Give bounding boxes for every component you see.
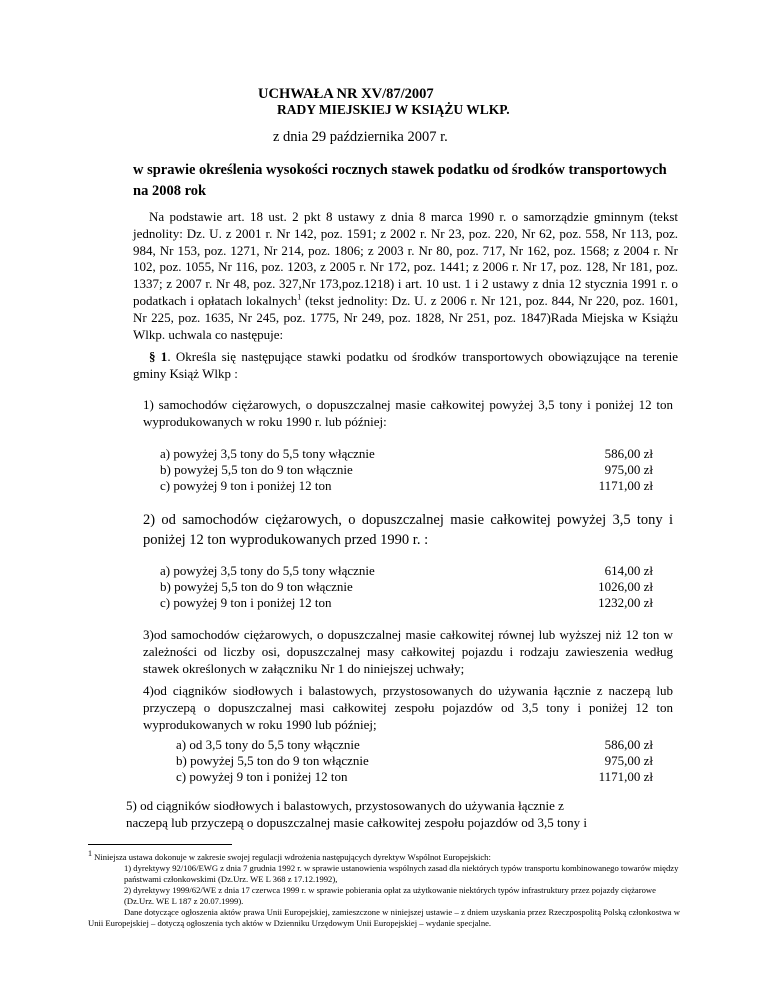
footnote-mark: 1	[88, 849, 92, 859]
item-1-row-b-label: b) powyżej 5,5 ton do 9 ton włącznie	[160, 462, 353, 477]
section-1-label: § 1	[149, 349, 168, 364]
preamble-text-a: Na podstawie art. 18 ust. 2 pkt 8 ustawy z dnia 8 marca 1990 r. o samorządzie gminnym (tekst jednolity: Dz. U. z 2001 r. Nr 142, poz. 1591; z 2002 r. Nr 23, poz. 220, Nr 62, poz. 558, Nr 113, poz. 984, Nr 153, poz. 1271, Nr 214, poz. 1806; z 2003 r. Nr 80, poz. 717, Nr 162, poz. 1568; z 2004 r. Nr 102, poz. 1055, Nr 116, poz. 1203, z 2005 r. Nr 172, poz. 1441; z 2006 r. Nr 17, poz. 128, Nr 181, poz. 1337; z 2007 r. Nr 48, poz. 327,Nr 173,poz.1218) i art. 10 ust. 1 i 2 ustawy z dnia 12 stycznia 1991 r. o podatkach i opłatach lokalnych	[133, 209, 678, 308]
footnote-ref[interactable]: 1	[297, 292, 302, 302]
item-2-row-b-label: b) powyżej 5,5 ton do 9 ton włącznie	[160, 579, 353, 594]
footnote-separator	[88, 844, 232, 845]
item-2-row-c-label: c) powyżej 9 ton i poniżej 12 ton	[160, 595, 332, 610]
footnote-directive-2: 2) dyrektywy 1999/62/WE z dnia 17 czerwca 1999 r. w sprawie pobierania opłat za użytkowanie niektórych typów infrastruktury przez pojazdy ciężarowe (Dz.Urz. WE L 187 z 20.07.1999).	[124, 885, 656, 906]
item-4-row-b-amount: 975,00 zł	[604, 753, 653, 768]
item-4-text: 4)od ciągników siodłowych i balastowych, przystosowanych do używania łącznie z naczepą lub przyczepą o dopuszczalnej masi całkowitej zespołu pojazdów od 3,5 tony i poniżej 12 ton wyprodukowanych w roku 1990 lub później;	[143, 683, 673, 732]
item-4-row-a-amount: 586,00 zł	[604, 737, 653, 752]
resolution-subject: w sprawie określenia wysokości rocznych stawek podatku od środków transportowych na 2008 rok	[133, 162, 667, 199]
item-5-line-1: 5) od ciągników siodłowych i balastowych, przystosowanych do używania łącznie z	[126, 798, 564, 813]
item-1-row-c-amount: 1171,00 zł	[598, 478, 653, 493]
resolution-date: z dnia 29 października 2007 r.	[273, 129, 448, 145]
item-1-row-c-label: c) powyżej 9 ton i poniżej 12 ton	[160, 478, 332, 493]
resolution-title: UCHWAŁA NR XV/87/2007	[258, 86, 434, 102]
preamble	[133, 209, 678, 343]
item-4-row-c-label: c) powyżej 9 ton i poniżej 12 ton	[176, 769, 348, 784]
item-5-line-2: naczepą lub przyczepą o dopuszczalnej masie całkowitej zespołu pojazdów od 3,5 tony i	[126, 815, 587, 830]
item-4-row-b-label: b) powyżej 5,5 ton do 9 ton włącznie	[176, 753, 369, 768]
item-1-row-b-amount: 975,00 zł	[604, 462, 653, 477]
item-2-row-a-amount: 614,00 zł	[604, 563, 653, 578]
footnote-intro-text: Niniejsza ustawa dokonuje w zakresie swojej regulacji wdrożenia następujących dyrektyw Wspólnot Europejskich:	[92, 852, 491, 862]
item-2-text: 2) od samochodów ciężarowych, o dopuszczalnej masie całkowitej powyżej 3,5 tony i poniżej 12 ton wyprodukowanych przed 1990 r. :	[143, 512, 673, 548]
council-name: RADY MIEJSKIEJ W KSIĄŻU WLKP.	[277, 102, 510, 117]
item-1-text: 1) samochodów ciężarowych, o dopuszczalnej masie całkowitej powyżej 3,5 tony i poniżej 12 ton wyprodukowanych w roku 1990 r. lub później:	[143, 397, 673, 429]
footnote-tail: Dane dotyczące ogłoszenia aktów prawa Unii Europejskiej, zamieszczone w niniejszej ustawie – z dniem uzyskania przez Rzeczpospolitą Polską członkostwa w Unii Europejskiej – dotyczą ogłoszenia tych aktów w Dzienniku Urzędowym Unii Europejskiej – wydanie specjalne.	[88, 907, 680, 928]
footnote-intro	[88, 849, 680, 863]
item-2-row-a-label: a) powyżej 3,5 tony do 5,5 tony włącznie	[160, 563, 375, 578]
item-4-row-a-label: a) od 3,5 tony do 5,5 tony włącznie	[176, 737, 360, 752]
item-3-text: 3)od samochodów ciężarowych, o dopuszczalnej masie całkowitej równej lub wyższej niż 12 ton w zależności od liczby osi, dopuszczalnej masy całkowitej pojazdu i rodzaju zawieszenia według stawek określonych w załączniku Nr 1 do niniejszej uchwały;	[143, 627, 673, 676]
footnote-directive-1: 1) dyrektywy 92/106/EWG z dnia 7 grudnia 1992 r. w sprawie ustanowienia wspólnych zasad dla niektórych typów transportu kombinowanego towarów między państwami członkowskimi (Dz.Urz. WE L 368 z 17.12.1992),	[124, 863, 679, 884]
section-1	[133, 349, 678, 383]
item-2-row-c-amount: 1232,00 zł	[598, 595, 653, 610]
item-2-row-b-amount: 1026,00 zł	[598, 579, 653, 594]
preamble-text-b: (tekst jednolity: Dz. U. z 2006 r. Nr 121, poz. 844, Nr 220, poz. 1601, Nr 225, poz. 1635, Nr 245, poz. 1775, Nr 249, poz. 1828, Nr 251, poz. 1847)Rada Miejska w Książu Wlkp. uchwala co następuje:	[133, 292, 678, 342]
item-1-row-a-amount: 586,00 zł	[604, 446, 653, 461]
item-1-row-a-label: a) powyżej 3,5 tony do 5,5 tony włącznie	[160, 446, 375, 461]
section-1-text: . Określa się następujące stawki podatku od środków transportowych obowiązujące na terenie gminy Książ Wlkp :	[133, 349, 678, 381]
item-4-row-c-amount: 1171,00 zł	[598, 769, 653, 784]
